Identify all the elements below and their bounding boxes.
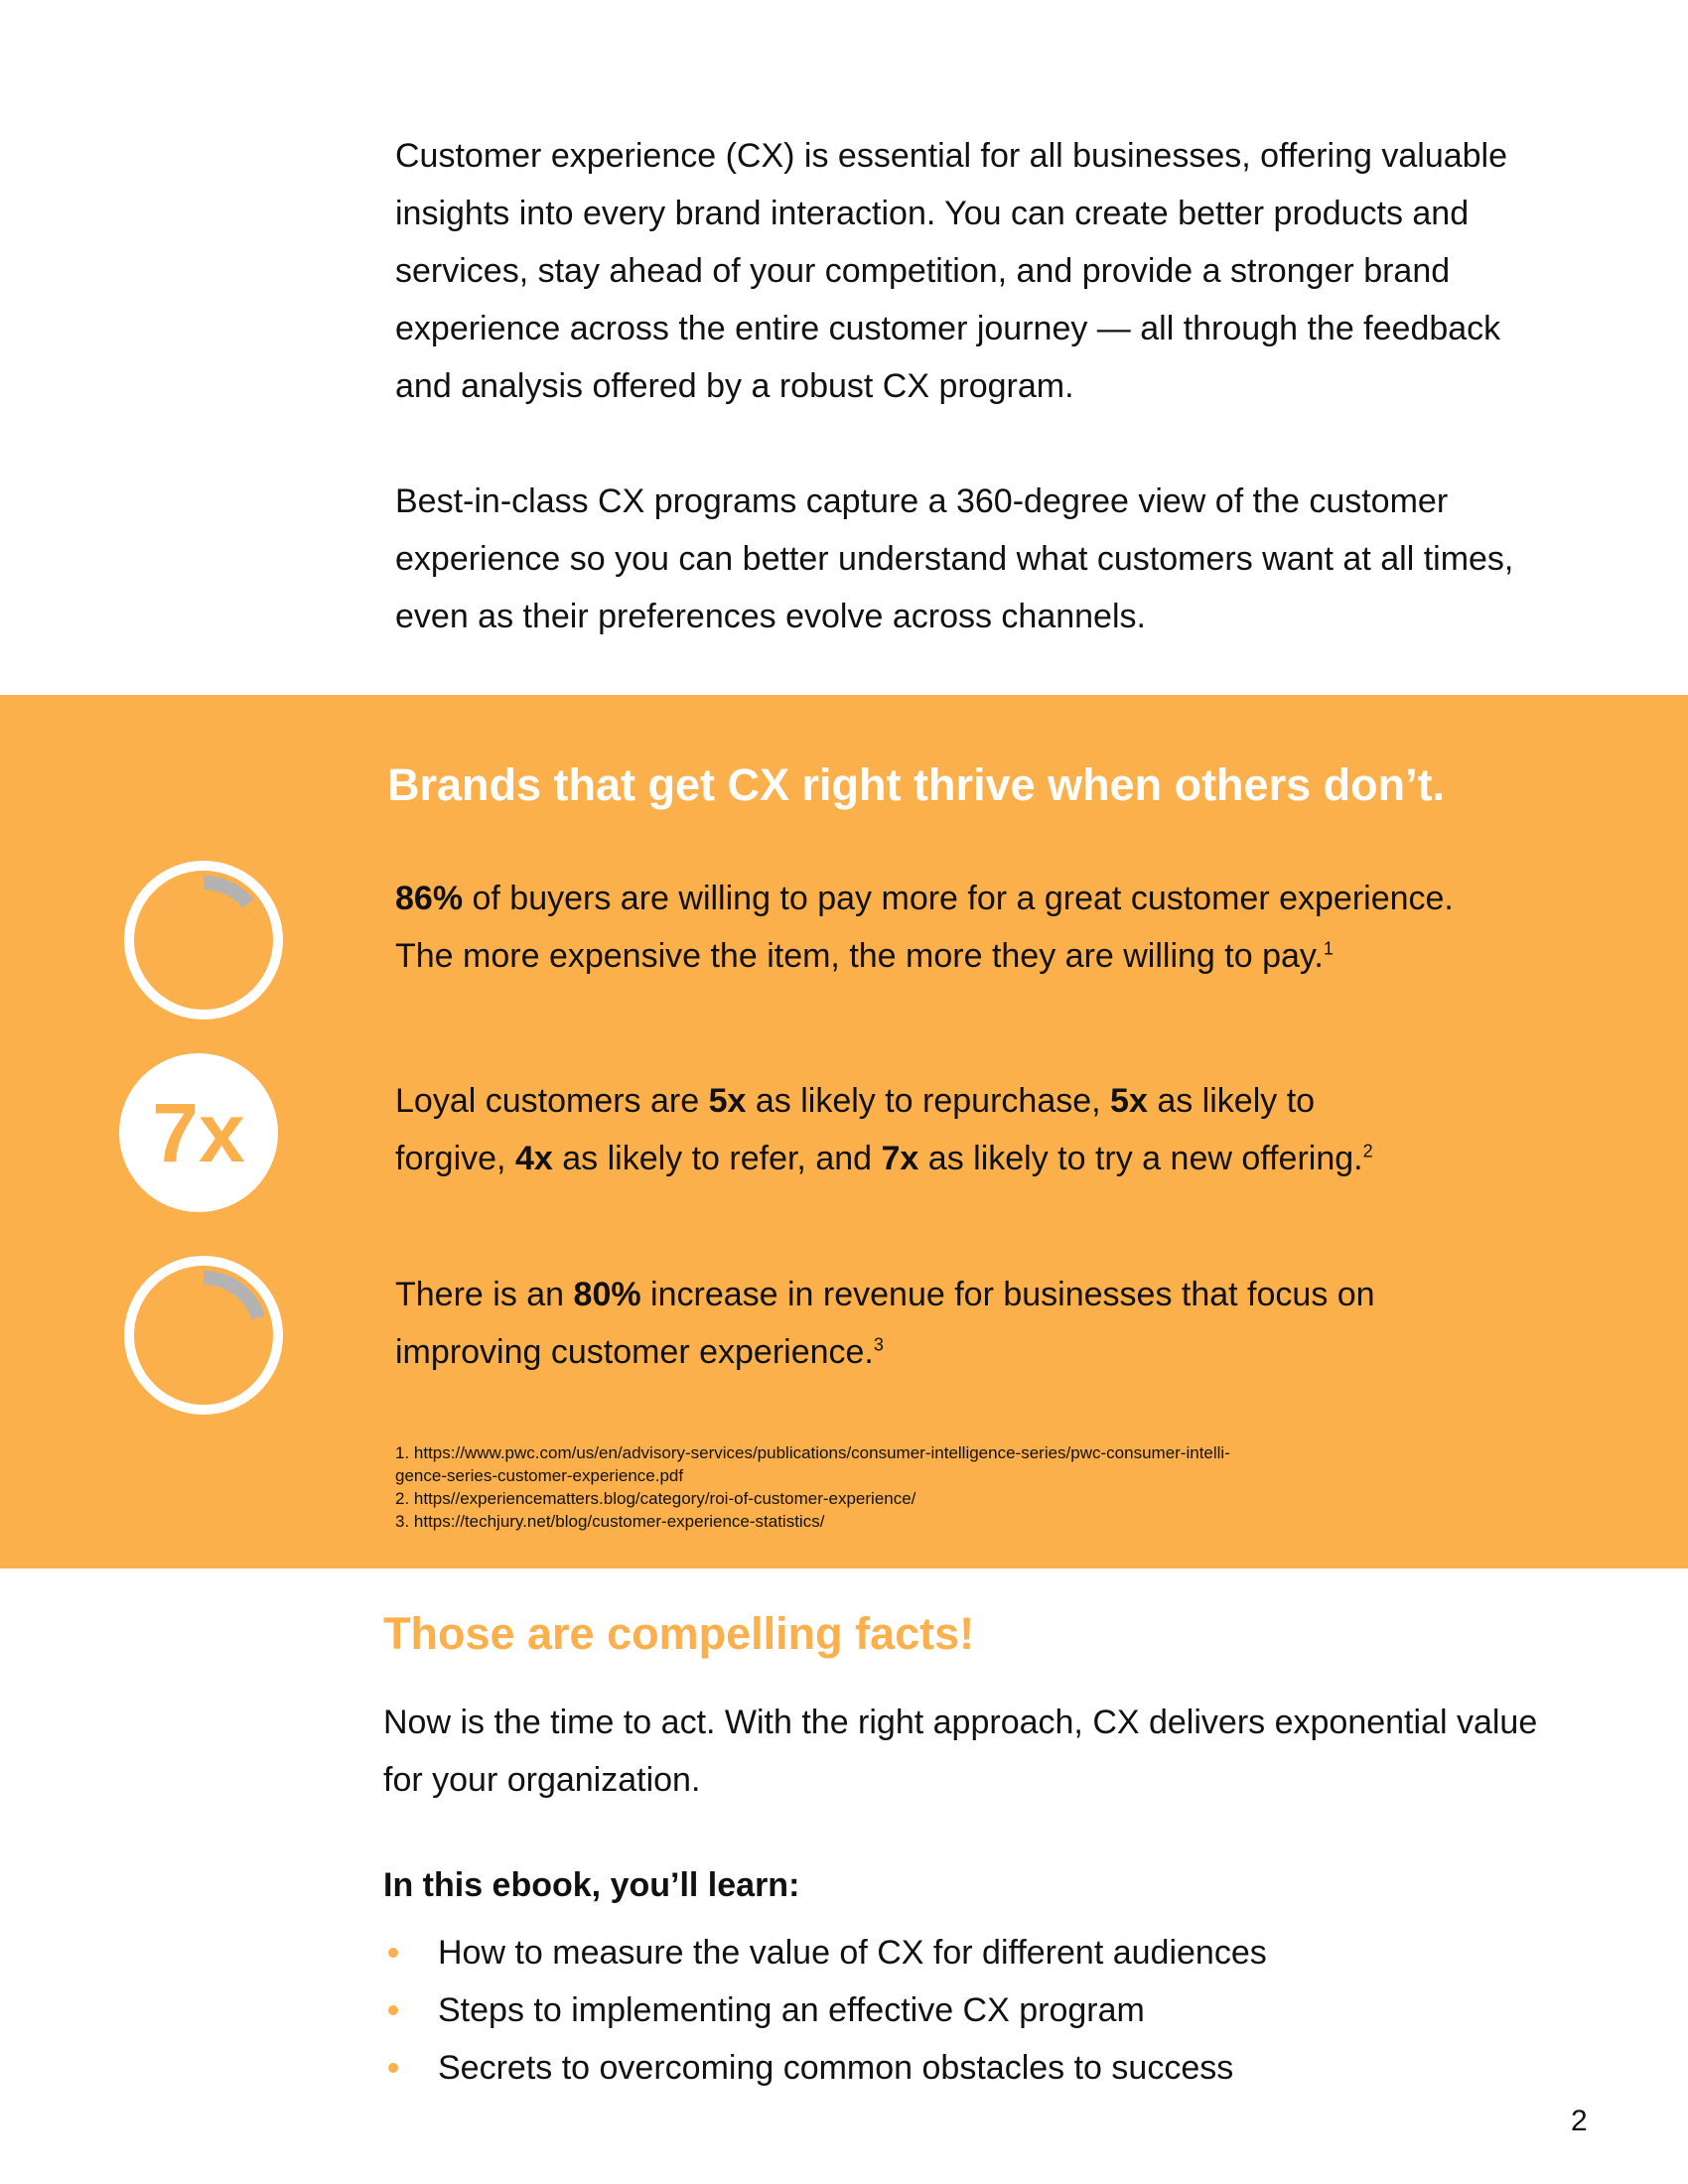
intro-p1-line: Customer experience (CX) is essential for all businesses, offering valuable	[395, 137, 1508, 175]
stat-bold-value: 5x	[1110, 1082, 1148, 1120]
stat-text: increase in revenue for businesses that focus on	[640, 1276, 1375, 1313]
stat-bold-value: 7x	[881, 1140, 919, 1177]
stat-loyal-text	[395, 1072, 1537, 1187]
stat-text: improving customer experience.	[395, 1333, 874, 1371]
bullet-icon	[388, 2063, 398, 2073]
bullet-icon	[388, 1948, 398, 1958]
intro-text	[395, 127, 1587, 645]
learn-item-text: How to measure the value of CX for different audiences	[438, 1934, 1267, 1972]
footnote-item: gence-series-customer-experience.pdf	[395, 1466, 684, 1485]
donut-86-percent	[119, 856, 288, 1024]
learn-item-text: Secrets to overcoming common obstacles to success	[438, 2049, 1234, 2087]
footnotes	[395, 1441, 1368, 1533]
donut-80-percent	[119, 1251, 288, 1420]
intro-p2-line: even as their preferences evolve across channels.	[395, 598, 1146, 635]
learn-list-item	[383, 2039, 1267, 2097]
footnote-item: 1. https://www.pwc.com/us/en/advisory-services/publications/consumer-intelligence-series/pwc-consumer-intelli-	[395, 1443, 1230, 1462]
stat-text: forgive,	[395, 1140, 515, 1177]
learn-list-item	[383, 1924, 1267, 1981]
footnote-item: 3. https://techjury.net/blog/customer-experience-statistics/	[395, 1512, 825, 1531]
stat-text: of buyers are willing to pay more for a great customer experience.	[463, 880, 1454, 917]
stat-text: as likely to	[1147, 1082, 1316, 1120]
intro-paragraph-2	[395, 473, 1587, 645]
stat-86-text	[395, 870, 1537, 985]
intro-p1-line: insights into every brand interaction. You can create better products and	[395, 195, 1470, 232]
intro-p2-line: experience so you can better understand what customers want at all times,	[395, 540, 1514, 578]
facts-body-line: Now is the time to act. With the right approach, CX delivers exponential value	[383, 1704, 1538, 1741]
intro-p2-line: Best-in-class CX programs capture a 360-degree view of the customer	[395, 482, 1449, 520]
learn-list-item	[383, 1981, 1267, 2039]
stat-text: There is an	[395, 1276, 574, 1313]
stat-bold-value: 4x	[514, 1140, 553, 1177]
stat-text: Loyal customers are	[395, 1082, 709, 1120]
intro-p1-line: experience across the entire customer journey — all through the feedback	[395, 310, 1501, 347]
stat-80-text	[395, 1266, 1537, 1381]
stat-text: as likely to try a new offering.	[918, 1140, 1363, 1177]
stat-text: as likely to repurchase,	[746, 1082, 1111, 1120]
bullet-icon	[388, 2005, 398, 2015]
facts-title: Those are compelling facts!	[383, 1608, 975, 1659]
stat-bold-value: 5x	[708, 1082, 747, 1120]
intro-p1-line: services, stay ahead of your competition, and provide a stronger brand	[395, 252, 1451, 290]
badge-7x: 7x	[119, 1053, 278, 1212]
footnote-ref: 1	[1323, 938, 1334, 959]
footnote-ref: 3	[873, 1334, 884, 1355]
footnote-item: 2. https//experiencematters.blog/category/roi-of-customer-experience/	[395, 1489, 916, 1508]
donut-label: 80%	[171, 1316, 236, 1353]
learn-list	[383, 1924, 1267, 2097]
stat-bold-value: 80%	[573, 1276, 641, 1313]
facts-body-line: for your organization.	[383, 1761, 701, 1799]
intro-paragraph-1	[395, 127, 1587, 415]
stat-bold-value: 86%	[395, 880, 464, 917]
facts-body	[383, 1694, 1595, 1809]
band-title: Brands that get CX right thrive when others don’t.	[387, 759, 1446, 810]
learn-item-text: Steps to implementing an effective CX program	[438, 1991, 1145, 2029]
donut-label: 86%	[171, 921, 236, 958]
footnote-ref: 2	[1362, 1141, 1373, 1161]
stat-text: as likely to refer, and	[552, 1140, 882, 1177]
stat-text: The more expensive the item, the more they are willing to pay.	[395, 937, 1324, 975]
page-number: 2	[1571, 2105, 1588, 2137]
learn-title: In this ebook, you’ll learn:	[383, 1866, 800, 1904]
intro-p1-line: and analysis offered by a robust CX program.	[395, 367, 1074, 405]
